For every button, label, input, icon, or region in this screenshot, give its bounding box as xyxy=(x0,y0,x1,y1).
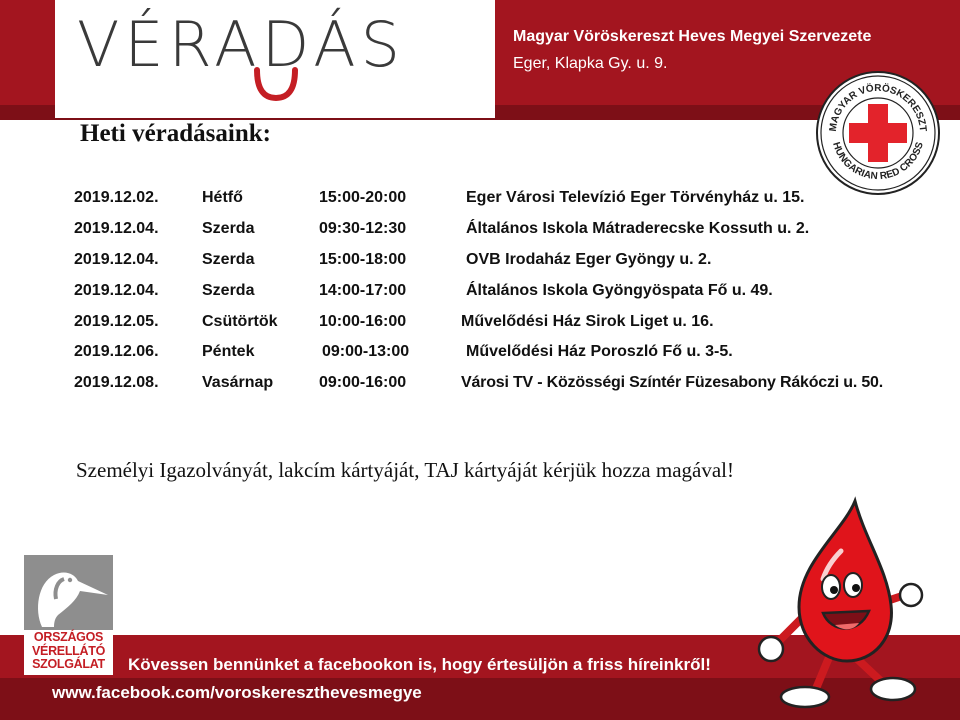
schedule-day: Vasárnap xyxy=(202,374,274,391)
logo-text: VÉRADÁS xyxy=(77,8,405,81)
schedule-row xyxy=(0,220,960,242)
org-name: Magyar Vöröskereszt Heves Megyei Szervezete xyxy=(513,28,872,45)
schedule-day: Szerda xyxy=(202,282,255,299)
pelican-icon-box xyxy=(24,555,113,630)
schedule-time: 15:00-18:00 xyxy=(319,251,407,268)
schedule-place: Művelődési Ház Sirok Liget u. 16. xyxy=(461,313,714,330)
schedule-row xyxy=(0,251,960,273)
schedule-time: 09:00-13:00 xyxy=(322,343,410,360)
schedule-date: 2019.12.04. xyxy=(74,282,159,299)
schedule-place: Általános Iskola Mátraderecske Kossuth u. 2. xyxy=(466,220,810,237)
schedule-place: Városi TV - Közösségi Színtér Füzesabony Rákóczi u. 50. xyxy=(461,374,884,391)
schedule-row xyxy=(0,189,960,211)
schedule-place: Művelődési Ház Poroszló Fő u. 3-5. xyxy=(466,343,733,360)
ovsz-text xyxy=(24,631,113,672)
schedule-place: Eger Városi Televízió Eger Törvényház u. 15. xyxy=(466,189,805,206)
facebook-invite: Kövessen bennünket a facebookon is, hogy értesüljön a friss híreinkről! xyxy=(128,655,711,674)
schedule-row xyxy=(0,343,960,365)
schedule-time: 09:00-16:00 xyxy=(319,374,407,391)
ovsz-line: ORSZÁGOS xyxy=(33,630,104,644)
schedule-day: Szerda xyxy=(202,251,255,268)
veradas-logo xyxy=(55,0,495,118)
schedule-time: 14:00-17:00 xyxy=(319,282,407,299)
schedule-day: Szerda xyxy=(202,220,255,237)
schedule-time: 15:00-20:00 xyxy=(319,189,407,206)
schedule-date: 2019.12.04. xyxy=(74,220,159,237)
schedule-row xyxy=(0,282,960,304)
schedule-date: 2019.12.04. xyxy=(74,251,159,268)
page-title: Heti véradásaink: xyxy=(80,120,271,147)
schedule-date: 2019.12.05. xyxy=(74,313,159,330)
emblem-text-bottom: HUNGARIAN RED CROSS xyxy=(830,140,926,183)
pelican-icon xyxy=(24,555,113,630)
schedule-place: Általános Iskola Gyöngyöspata Fő u. 49. xyxy=(466,282,773,299)
schedule-day: Csütörtök xyxy=(202,313,278,330)
schedule-day: Hétfő xyxy=(202,189,243,206)
blood-drop-mascot xyxy=(735,495,950,715)
schedule-row xyxy=(0,374,960,396)
org-address: Eger, Klapka Gy. u. 9. xyxy=(513,55,668,72)
schedule-date: 2019.12.08. xyxy=(74,374,159,391)
schedule-time: 10:00-16:00 xyxy=(319,313,407,330)
emblem-text-top: MAGYAR VÖRÖSKERESZT xyxy=(827,82,929,133)
ovsz-logo xyxy=(24,555,113,675)
facebook-link[interactable]: www.facebook.com/voroskereszthevesmegye xyxy=(52,683,422,702)
schedule-date: 2019.12.02. xyxy=(74,189,159,206)
schedule-date: 2019.12.06. xyxy=(74,343,159,360)
red-cross-emblem xyxy=(815,70,941,196)
blood-drop-icon xyxy=(253,64,299,104)
ovsz-line: VÉRELLÁTÓ xyxy=(32,643,105,658)
schedule-time: 09:30-12:30 xyxy=(319,220,407,237)
schedule-row xyxy=(0,313,960,335)
schedule-day: Péntek xyxy=(202,343,255,360)
id-notice: Személyi Igazolványát, lakcím kártyáját, TAJ kártyáját kérjük hozza magával! xyxy=(76,458,734,482)
ovsz-line: SZOLGÁLAT xyxy=(32,657,105,671)
schedule-place: OVB Irodaház Eger Gyöngy u. 2. xyxy=(466,251,712,268)
